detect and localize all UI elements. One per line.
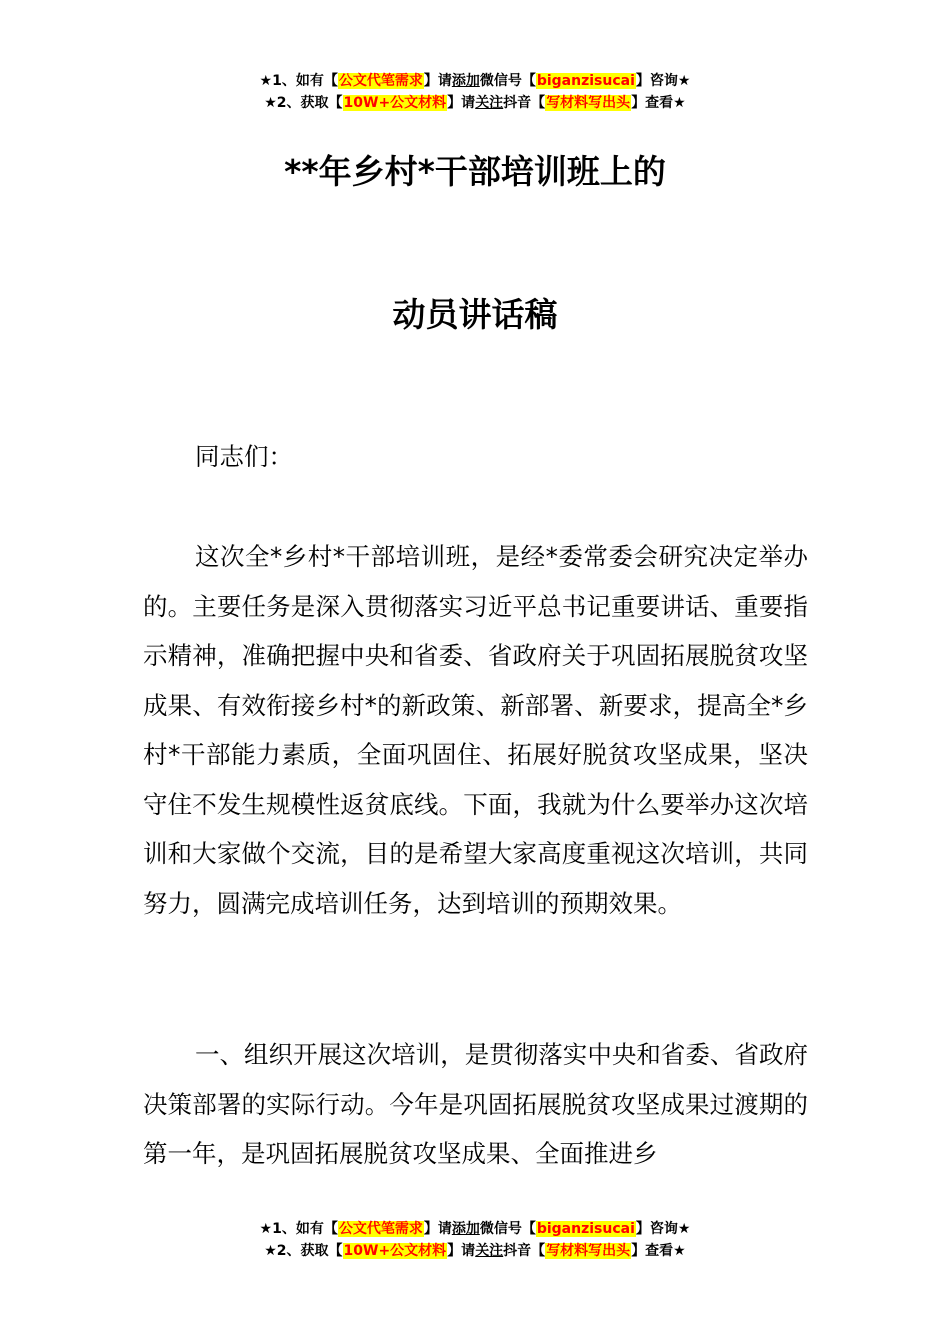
promo-highlight: biganzisucai (536, 73, 635, 89)
salutation: 同志们： (195, 442, 293, 471)
promo-highlight: 写材料写出头 (546, 1243, 631, 1259)
promo-line-1: ★1、如有【公文代笔需求】请添加微信号【biganzisucai】咨询★ (259, 1221, 691, 1237)
footer-promo-banner (0, 1218, 950, 1262)
promo-line-1: ★1、如有【公文代笔需求】请添加微信号【biganzisucai】咨询★ (259, 73, 691, 89)
promo-highlight: 10W+公文材料 (343, 1243, 447, 1259)
header-promo-banner (0, 70, 950, 114)
document-title-line-2: 动员讲话稿 (392, 295, 558, 334)
promo-highlight: 公文代笔需求 (338, 1221, 423, 1237)
promo-line-2: ★2、获取【10W+公文材料】请关注抖音【写材料写出头】查看★ (264, 95, 686, 111)
document-title-line-1: **年乡村*干部培训班上的 (284, 152, 666, 191)
paragraph-1: 这次全*乡村*干部培训班，是经*委常委会研究决定举办的。主要任务是深入贯彻落实习近平总书记重要讲话、重要指示精神，准确把握中央和省委、省政府关于巩固拓展脱贫攻坚成果、有效衔接乡村*的新政策、新部署、新要求，提高全*乡村*干部能力素质，全面巩固住、拓展好脱贫攻坚成果，坚决守住不发生规模性返贫底线。下面，我就为什么要举办这次培训和大家做个交流，目的是希望大家高度重视这次培训，共同努力，圆满完成培训任务，达到培训的预期效果。 (143, 542, 808, 918)
paragraph-2: 一、组织开展这次培训，是贯彻落实中央和省委、省政府决策部署的实际行动。今年是巩固拓展脱贫攻坚成果过渡期的第一年，是巩固拓展脱贫攻坚成果、全面推进乡 (143, 1040, 808, 1168)
promo-highlight: biganzisucai (536, 1221, 635, 1237)
promo-highlight: 10W+公文材料 (343, 95, 447, 111)
promo-line-2: ★2、获取【10W+公文材料】请关注抖音【写材料写出头】查看★ (264, 1243, 686, 1259)
promo-highlight: 公文代笔需求 (338, 73, 423, 89)
promo-highlight: 写材料写出头 (546, 95, 631, 111)
